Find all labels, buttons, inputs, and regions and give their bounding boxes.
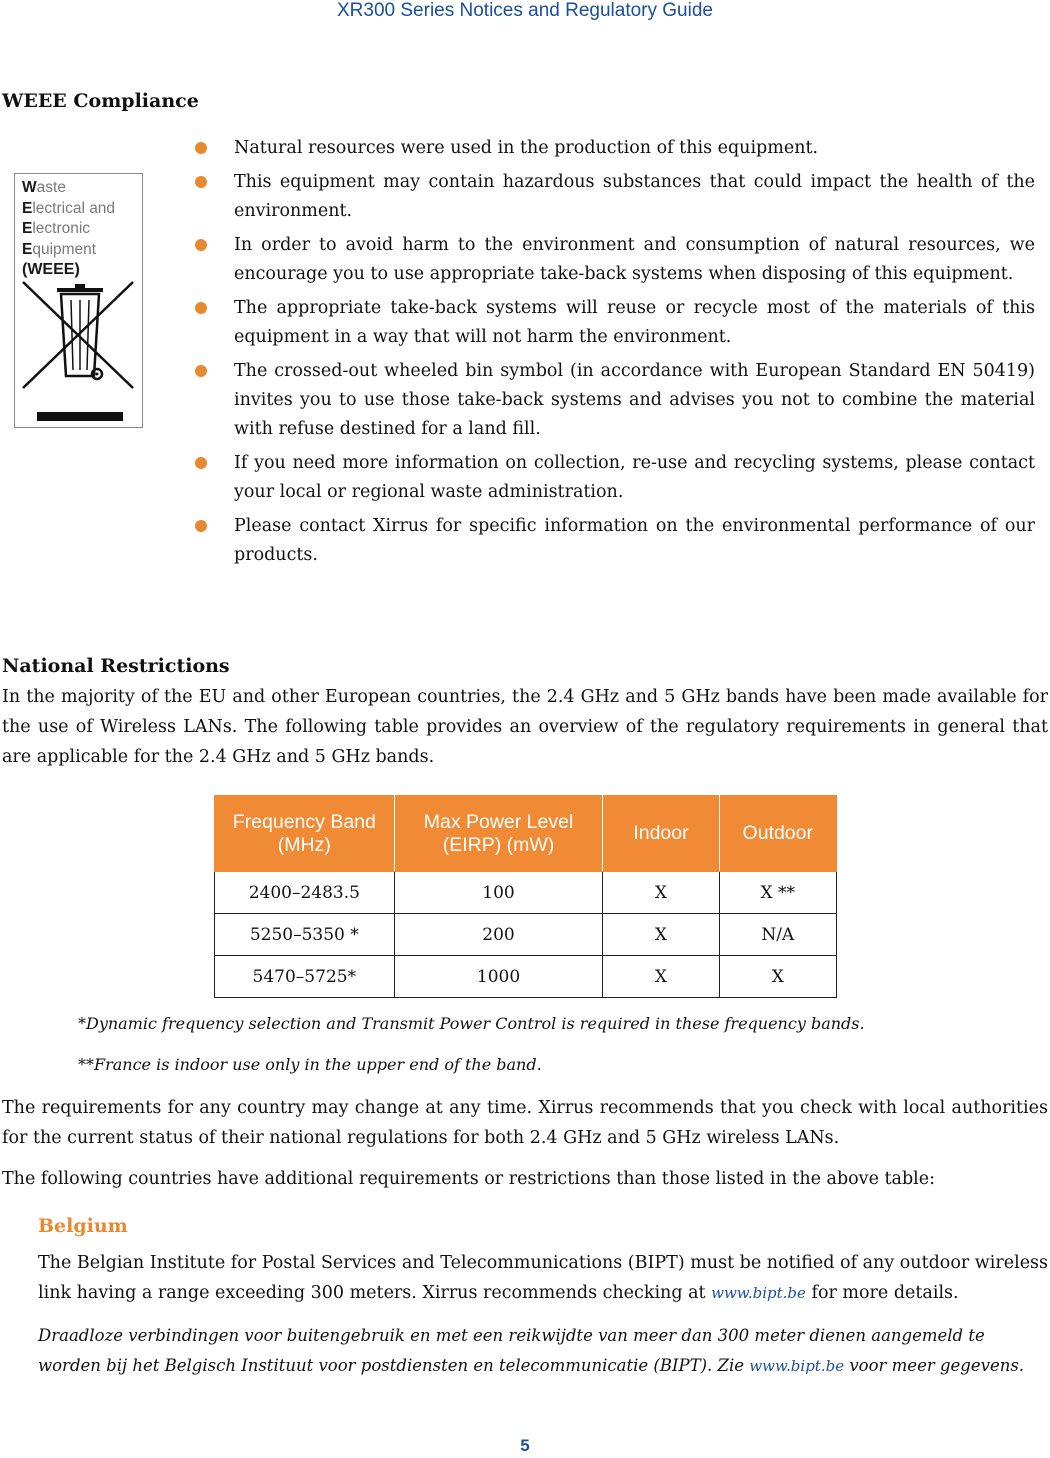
- countries-paragraph: The following countries have additional requirements or restrictions than those listed in the above table:: [2, 1169, 936, 1189]
- weee-word: quipment: [32, 240, 97, 258]
- list-item: The appropriate take-back systems will reuse or recycle most of the materials of this equipment in a way that will not harm the environment.: [195, 294, 1035, 352]
- table-cell: X: [603, 914, 719, 956]
- bipt-link[interactable]: www.bipt.be: [711, 1284, 806, 1302]
- table-cell: 100: [394, 872, 603, 914]
- table-row: [215, 872, 837, 914]
- table-cell: X: [603, 872, 719, 914]
- table-cell: 1000: [394, 956, 603, 998]
- table-cell: 2400–2483.5: [215, 872, 395, 914]
- table-row: [215, 914, 837, 956]
- bullet-dot-icon: [195, 302, 207, 314]
- table-cell: 200: [394, 914, 603, 956]
- bullet-dot-icon: [195, 520, 207, 532]
- requirements-paragraph: The requirements for any country may change at any time. Xirrus recommends that you check with local authorities for the current status of their national regulations for both 2.4 GHz and 5 GHz wireless LANs.: [2, 1098, 1048, 1148]
- table-row: [215, 956, 837, 998]
- bullet-dot-icon: [195, 457, 207, 469]
- column-header: Frequency Band (MHz): [215, 796, 395, 872]
- bullet-dot-icon: [195, 142, 207, 154]
- weee-heading: WEEE Compliance: [2, 90, 199, 112]
- bullet-dot-icon: [195, 239, 207, 251]
- table-cell: X: [719, 956, 836, 998]
- column-header: Outdoor: [719, 796, 836, 872]
- weee-word: lectronic: [32, 220, 91, 237]
- bullet-dot-icon: [195, 365, 207, 377]
- list-item: This equipment may contain hazardous substances that could impact the health of the environment.: [195, 168, 1035, 226]
- weee-acronym: (WEEE): [22, 261, 80, 278]
- weee-bullet-list: [195, 134, 1035, 575]
- weee-word: lectrical and: [32, 199, 116, 217]
- bipt-link-dutch[interactable]: www.bipt.be: [749, 1357, 845, 1375]
- list-item: The crossed-out wheeled bin symbol (in accordance with European Standard EN 50419) invites you to use those take-back systems and advises you not to combine the material with refuse destined for a land fill.: [195, 357, 1035, 444]
- national-restrictions-heading: National Restrictions: [2, 655, 230, 677]
- list-item: In order to avoid harm to the environment and consumption of natural resources, we encourage you to use appropriate take-back systems when disposing of this equipment.: [195, 231, 1035, 289]
- footnote-dfs: *Dynamic frequency selection and Transmit Power Control is required in these frequency bands.: [78, 1014, 865, 1033]
- list-item: Natural resources were used in the production of this equipment.: [195, 134, 1035, 163]
- table-cell: X **: [719, 872, 836, 914]
- table-cell: 5250–5350 *: [215, 914, 395, 956]
- belgium-text: The Belgian Institute for Postal Services and Telecommunications (BIPT) must be notified of any outdoor wireless link having a range exceeding 300 meters. Xirrus recommends checking at www.bipt.be for more details.: [38, 1253, 1049, 1303]
- belgium-heading: Belgium: [38, 1215, 128, 1237]
- table-cell: N/A: [719, 914, 836, 956]
- belgium-dutch-text: Draadloze verbindingen voor buitengebruik en met een reikwijdte van meer dan 300 meter dienen aangemeld te worden bij het Belgisch Instituut voor postdiensten en telecommunicatie (BIPT). Zie www.bipt.be voor meer gegevens.: [38, 1326, 1025, 1375]
- regulatory-table: [214, 795, 837, 998]
- page-header-title: XR300 Series Notices and Regulatory Guide: [337, 0, 713, 21]
- weee-initial: E: [22, 199, 33, 217]
- weee-initial: E: [22, 240, 33, 258]
- weee-logo: [14, 173, 143, 428]
- national-intro: In the majority of the EU and other European countries, the 2.4 GHz and 5 GHz bands have been made available for the use of Wireless LANs. The following table provides an overview of the regulatory requirements in general that are applicable for the 2.4 GHz and 5 GHz bands.: [2, 687, 1048, 767]
- weee-initial: E: [22, 220, 33, 237]
- page-number: 5: [520, 1436, 530, 1455]
- list-item: Please contact Xirrus for specific information on the environmental performance of our products.: [195, 512, 1035, 570]
- weee-word: aste: [36, 179, 66, 196]
- column-header: Max Power Level (EIRP) (mW): [394, 796, 603, 872]
- footnote-france: **France is indoor use only in the upper end of the band.: [78, 1055, 542, 1074]
- column-header: Indoor: [603, 796, 719, 872]
- crossed-out-wheeled-bin-icon: [19, 276, 139, 426]
- bullet-dot-icon: [195, 176, 207, 188]
- weee-initial: W: [22, 179, 37, 196]
- table-cell: 5470–5725*: [215, 956, 395, 998]
- table-cell: X: [603, 956, 719, 998]
- list-item: If you need more information on collection, re-use and recycling systems, please contact your local or regional waste administration.: [195, 449, 1035, 507]
